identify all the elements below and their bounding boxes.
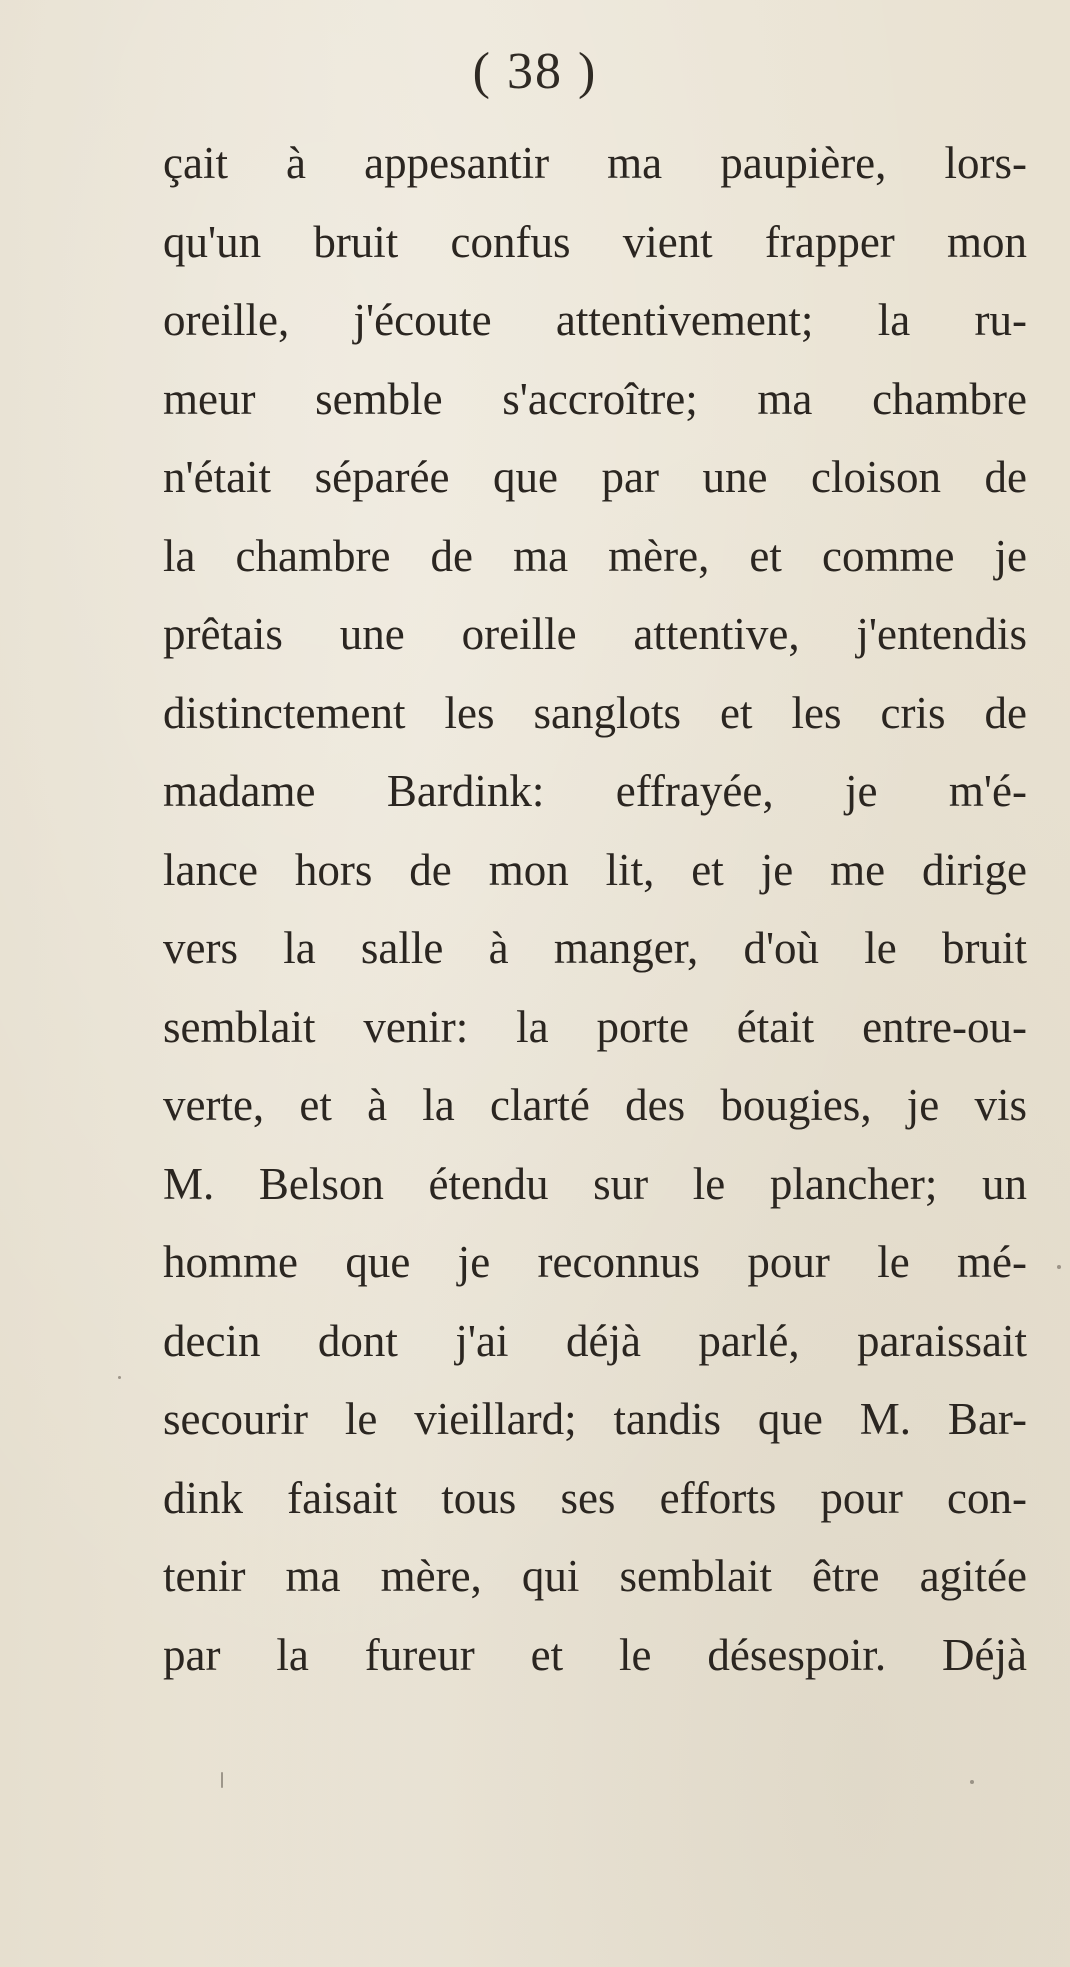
text-line: par la fureur et le désespoir. Déjà [163,1629,1027,1680]
text-line: oreille, j'écoute attentivement; la ru- [163,295,1027,345]
text-line: vers la salle à manger, d'où le bruit [163,923,1027,973]
text-line: semblait venir: la porte était entre-ou- [163,1001,1027,1052]
paper-speck [221,1772,223,1788]
text-line: lance hors de mon lit, et je me dirige [163,844,1027,895]
text-line: la chambre de ma mère, et comme je [163,530,1027,581]
text-line: meur semble s'accroître; ma chambre [163,373,1027,424]
text-line: decin dont j'ai déjà parlé, paraissait [163,1315,1027,1366]
text-line: prêtais une oreille attentive, j'entendis [163,609,1027,659]
text-line: dink faisait tous ses efforts pour con- [163,1472,1027,1523]
paper-speck [970,1780,974,1784]
body-text [163,124,1027,1694]
text-line: verte, et à la clarté des bougies, je vis [163,1080,1027,1130]
text-line: qu'un bruit confus vient frapper mon [163,216,1027,267]
text-line: madame Bardink: effrayée, je m'é- [163,766,1027,816]
text-line: secourir le vieillard; tandis que M. Bar- [163,1394,1027,1444]
paper-speck [1057,1265,1061,1269]
text-line: homme que je reconnus pour le mé- [163,1237,1027,1287]
text-line: n'était séparée que par une cloison de [163,452,1027,502]
text-line: çait à appesantir ma paupière, lors- [163,138,1027,188]
page-number: ( 38 ) [472,43,598,100]
text-line: M. Belson étendu sur le plancher; un [163,1158,1027,1209]
paper-speck [118,1376,121,1379]
text-line: tenir ma mère, qui semblait être agitée [163,1551,1027,1601]
text-line: distinctement les sanglots et les cris de [163,687,1027,738]
